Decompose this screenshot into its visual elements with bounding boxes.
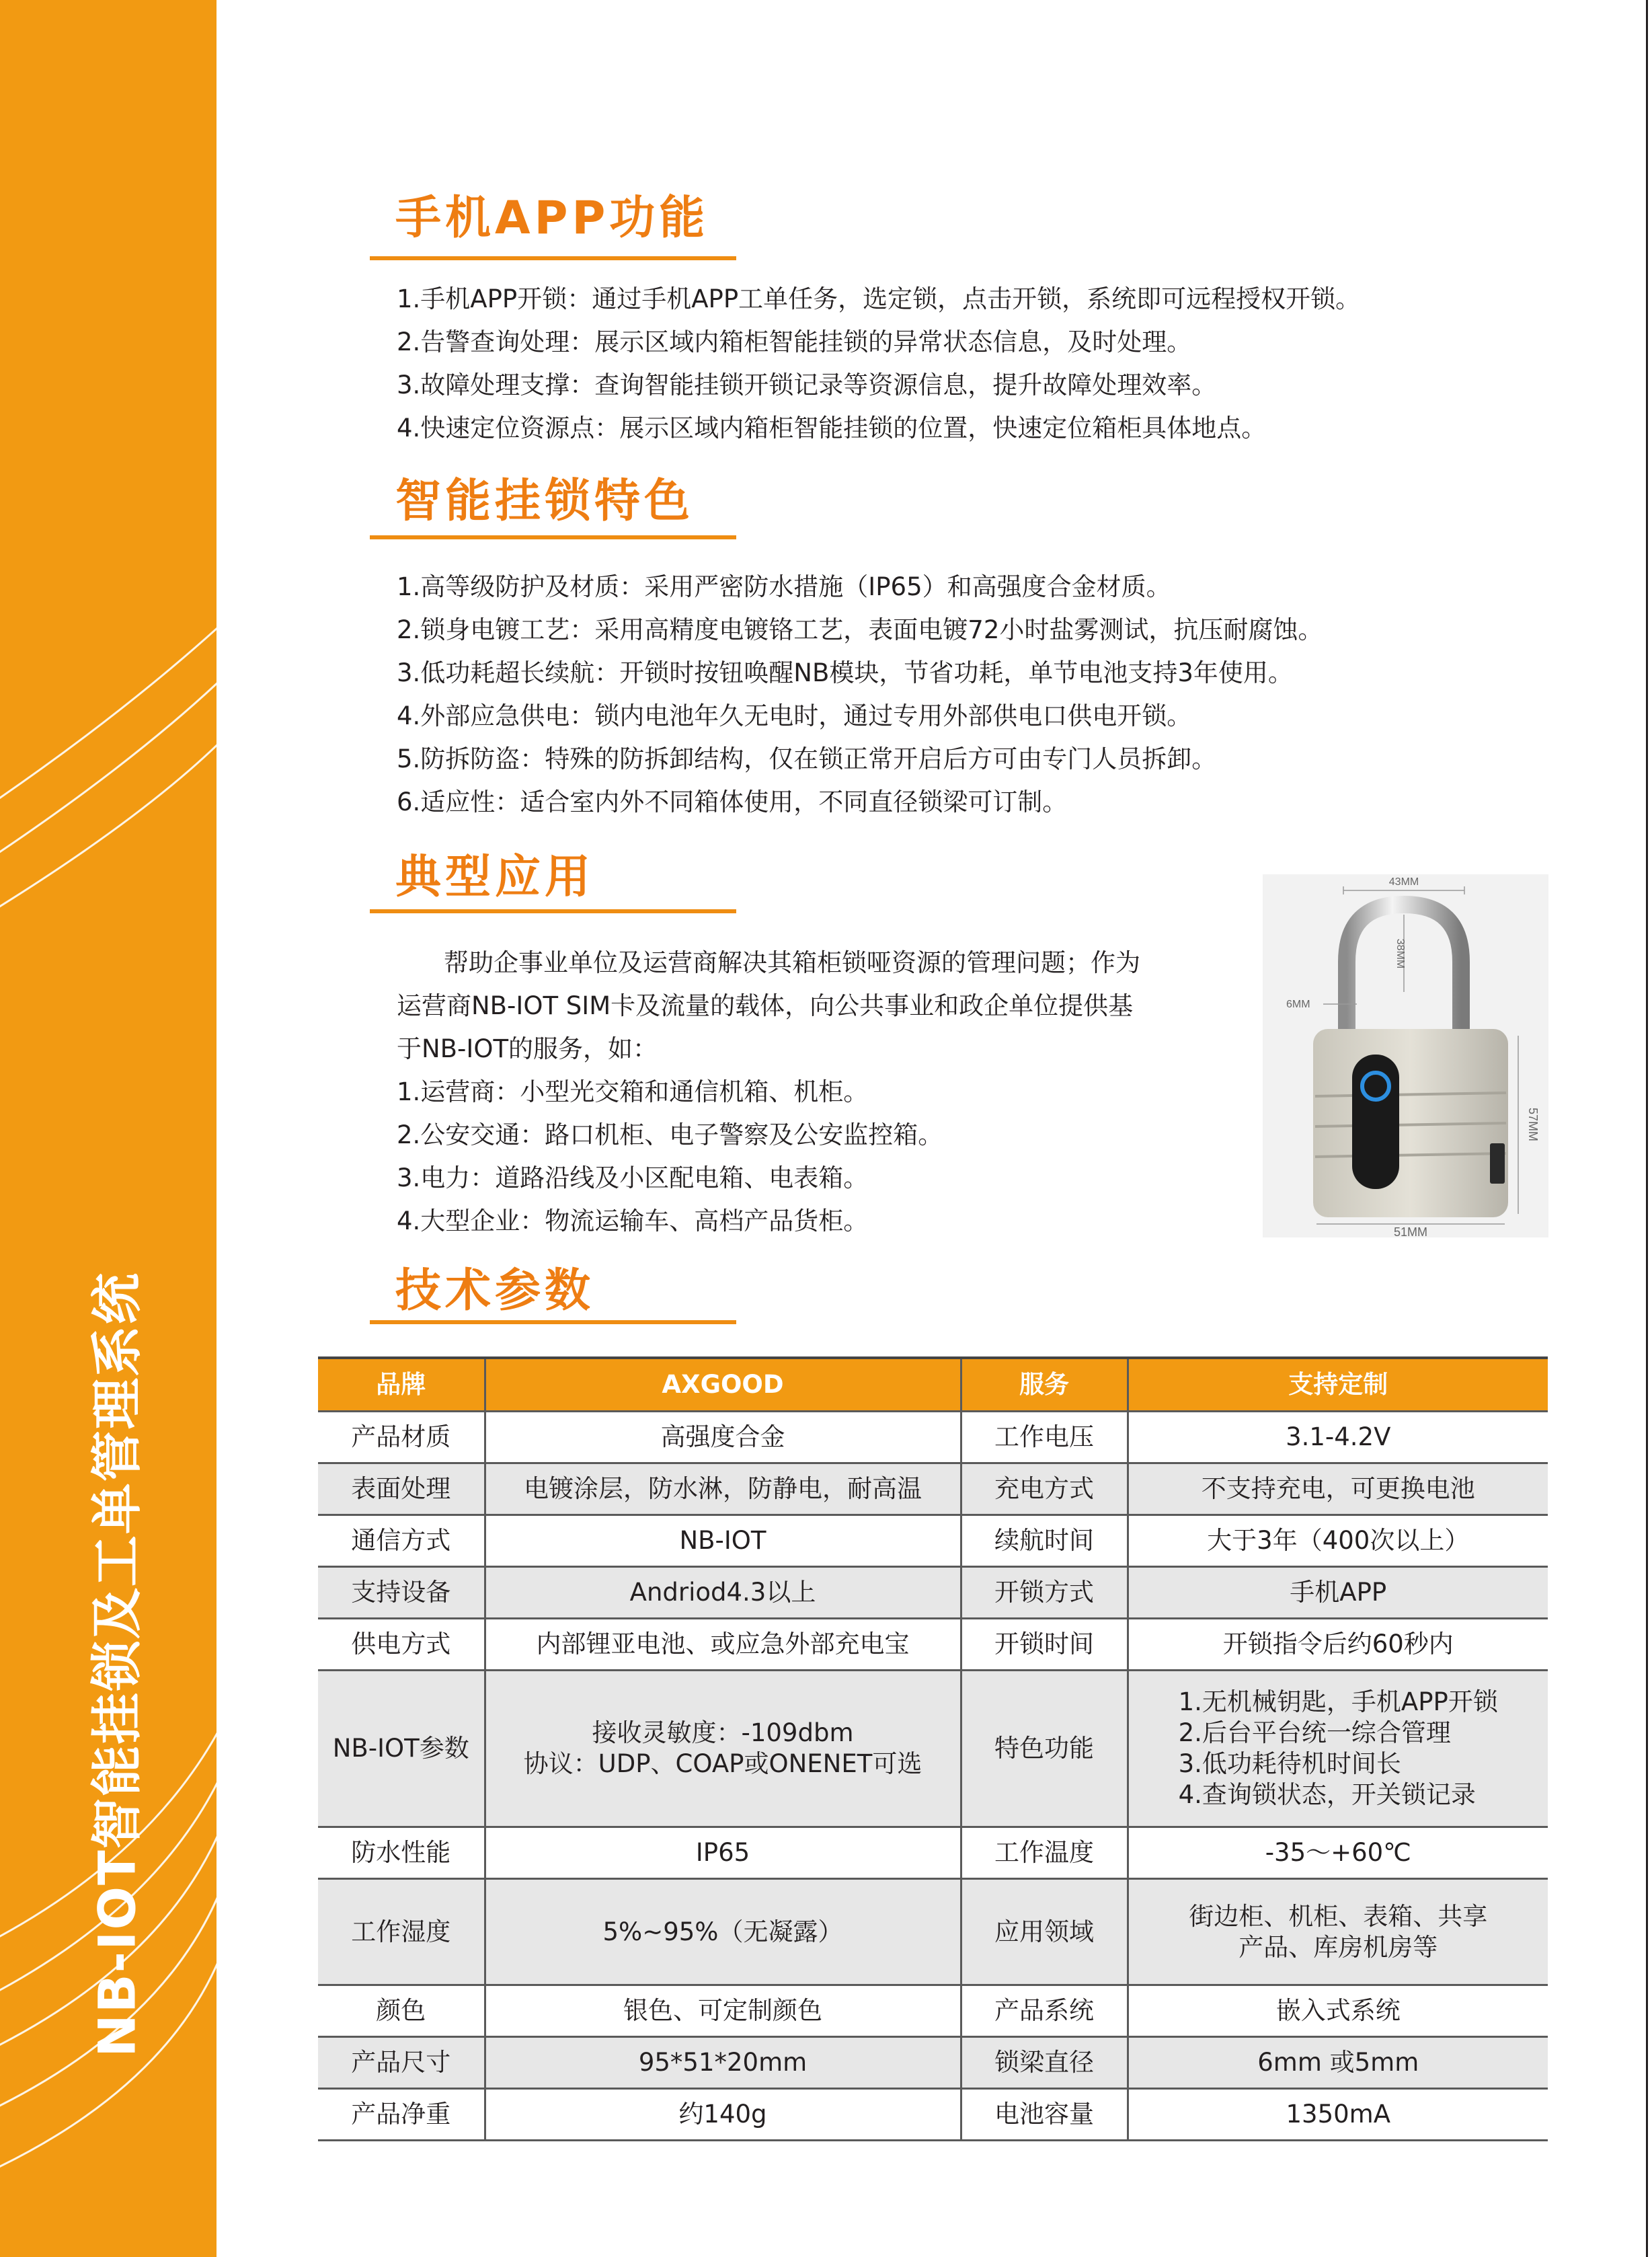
table-cell: -35～+60℃	[1128, 1827, 1548, 1879]
table-cell	[485, 1671, 961, 1827]
feature-line: 1.无机械钥匙，手机APP开锁	[1178, 1687, 1498, 1716]
table-cell: 开锁方式	[961, 1567, 1128, 1619]
table-cell: 工作温度	[961, 1827, 1128, 1879]
dim-shackle-height: 38MM	[1394, 938, 1406, 969]
table-cell: 约140g	[485, 2089, 961, 2141]
table-cell: IP65	[485, 1827, 961, 1879]
dim-width: 51MM	[1393, 1225, 1428, 1237]
list-item: 3.电力：道路沿线及小区配电箱、电表箱。	[397, 1163, 869, 1192]
feature-line: 2.后台平台统一综合管理	[1178, 1718, 1451, 1747]
table-cell: 手机APP	[1128, 1567, 1548, 1619]
table-cell: NB-IOT	[485, 1515, 961, 1567]
table-row	[318, 1567, 1548, 1619]
table-header-cell: AXGOOD	[485, 1358, 961, 1412]
table-cell: 内部锂亚电池、或应急外部充电宝	[485, 1619, 961, 1671]
table-row	[318, 1515, 1548, 1567]
section-rule-specs	[370, 1320, 736, 1324]
table-header-row	[318, 1358, 1548, 1412]
feature-line: 4.查询锁状态，开关锁记录	[1178, 1780, 1476, 1809]
table-cell: 电镀涂层，防水淋，防静电，耐高温	[485, 1463, 961, 1515]
list-item: 4.快速定位资源点：展示区域内箱柜智能挂锁的位置，快速定位箱柜具体地点。	[397, 414, 1267, 443]
table-cell: 产品材质	[318, 1412, 485, 1463]
applications-intro	[397, 942, 1224, 1243]
table-row	[318, 1463, 1548, 1515]
list-item: 1.高等级防护及材质：采用严密防水措施（IP65）和高强度合金材质。	[397, 572, 1171, 601]
table-cell: 1350mA	[1128, 2089, 1548, 2141]
table-cell: 95*51*20mm	[485, 2037, 961, 2089]
section-title-specs: 技术参数	[395, 1264, 595, 1317]
list-item: 2.公安交通：路口机柜、电子警察及公安监控箱。	[397, 1120, 943, 1149]
table-cell: 防水性能	[318, 1827, 485, 1879]
table-cell: Andriod4.3以上	[485, 1567, 961, 1619]
section-rule-app	[370, 256, 736, 260]
page-border-right	[1646, 0, 1648, 2257]
nb-param-line: 协议：UDP、COAP或ONENET可选	[523, 1749, 922, 1778]
intro-line: 运营商NB-IOT SIM卡及流量的载体，向公共事业和政企单位提供基	[397, 991, 1134, 1020]
table-row	[318, 1827, 1548, 1879]
table-cell: 产品净重	[318, 2089, 485, 2141]
app-function-list	[397, 278, 1486, 450]
table-header-cell: 品牌	[318, 1358, 485, 1412]
table-cell: 嵌入式系统	[1128, 1985, 1548, 2037]
spec-table	[318, 1356, 1548, 2141]
application-line: 产品、库房机房等	[1238, 1932, 1438, 1962]
feature-list	[397, 566, 1486, 824]
table-row	[318, 1985, 1548, 2037]
table-cell: 特色功能	[961, 1671, 1128, 1827]
padlock-product-image	[1263, 874, 1548, 1237]
list-item: 4.外部应急供电：锁内电池年久无电时，通过专用外部供电口供电开锁。	[397, 701, 1192, 730]
table-header-cell: 支持定制	[1128, 1358, 1548, 1412]
section-title-app: 手机APP功能	[395, 192, 709, 245]
table-cell: 3.1-4.2V	[1128, 1412, 1548, 1463]
dim-shackle-diameter: 6MM	[1286, 999, 1310, 1010]
table-cell: 产品系统	[961, 1985, 1128, 2037]
intro-line: 帮助企事业单位及运营商解决其箱柜锁哑资源的管理问题；作为	[444, 948, 1140, 977]
table-cell: 不支持充电，可更换电池	[1128, 1463, 1548, 1515]
table-cell: 表面处理	[318, 1463, 485, 1515]
table-row	[318, 2037, 1548, 2089]
table-cell: 锁梁直径	[961, 2037, 1128, 2089]
table-cell: 工作电压	[961, 1412, 1128, 1463]
list-item: 3.低功耗超长续航：开锁时按钮唤醒NB模块，节省功耗，单节电池支持3年使用。	[397, 658, 1293, 687]
table-row	[318, 1412, 1548, 1463]
table-cell: 通信方式	[318, 1515, 485, 1567]
table-row	[318, 2089, 1548, 2141]
list-item: 5.防拆防盗：特殊的防拆卸结构，仅在锁正常开启后方可由专门人员拆卸。	[397, 744, 1217, 773]
list-item: 6.适应性：适合室内外不同箱体使用，不同直径锁梁可订制。	[397, 788, 1068, 816]
list-item: 1.手机APP开锁：通过手机APP工单任务，选定锁，点击开锁，系统即可远程授权开锁。	[397, 284, 1361, 313]
table-cell: 电池容量	[961, 2089, 1128, 2141]
list-item: 2.告警查询处理：展示区域内箱柜智能挂锁的异常状态信息，及时处理。	[397, 328, 1192, 356]
table-header-cell: 服务	[961, 1358, 1128, 1412]
table-cell: 高强度合金	[485, 1412, 961, 1463]
table-cell: 5%~95%（无凝露）	[485, 1879, 961, 1985]
section-title-applications: 典型应用	[395, 851, 595, 904]
table-row	[318, 1879, 1548, 1985]
table-cell: NB-IOT参数	[318, 1671, 485, 1827]
section-rule-features	[370, 535, 736, 539]
list-item: 1.运营商：小型光交箱和通信机箱、机柜。	[397, 1077, 869, 1106]
section-title-features: 智能挂锁特色	[395, 475, 695, 528]
dim-height: 57MM	[1526, 1107, 1540, 1142]
application-line: 街边柜、机柜、表箱、共享	[1189, 1901, 1488, 1931]
table-cell: 支持设备	[318, 1567, 485, 1619]
nb-param-line: 接收灵敏度：-109dbm	[592, 1718, 854, 1747]
feature-line: 3.低功耗待机时间长	[1178, 1749, 1401, 1778]
table-cell: 产品尺寸	[318, 2037, 485, 2089]
dim-shackle-width: 43MM	[1388, 876, 1419, 888]
table-cell: 工作湿度	[318, 1879, 485, 1985]
list-item: 3.故障处理支撑：查询智能挂锁开锁记录等资源信息，提升故障处理效率。	[397, 371, 1217, 399]
list-item: 2.锁身电镀工艺：采用高精度电镀铬工艺，表面电镀72小时盐雾测试，抗压耐腐蚀。	[397, 615, 1323, 644]
table-cell: 银色、可定制颜色	[485, 1985, 961, 2037]
table-cell: 供电方式	[318, 1619, 485, 1671]
feature-lines	[1179, 1687, 1498, 1810]
table-cell: 大于3年（400次以上）	[1128, 1515, 1548, 1567]
vertical-system-title: NB-IOT智能挂锁及工单管理系统	[87, 1272, 147, 2057]
table-row	[318, 1619, 1548, 1671]
table-row	[318, 1671, 1548, 1827]
table-cell: 充电方式	[961, 1463, 1128, 1515]
intro-line: 于NB-IOT的服务，如：	[397, 1034, 658, 1063]
table-cell: 续航时间	[961, 1515, 1128, 1567]
table-cell: 应用领域	[961, 1879, 1128, 1985]
table-cell: 颜色	[318, 1985, 485, 2037]
section-rule-applications	[370, 909, 736, 913]
table-cell: 6mm 或5mm	[1128, 2037, 1548, 2089]
sidebar	[0, 0, 217, 2257]
table-cell	[1128, 1879, 1548, 1985]
table-cell	[1128, 1671, 1548, 1827]
table-cell: 开锁时间	[961, 1619, 1128, 1671]
table-cell: 开锁指令后约60秒内	[1128, 1619, 1548, 1671]
list-item: 4.大型企业：物流运输车、高档产品货柜。	[397, 1207, 869, 1235]
padlock-drawing	[1263, 874, 1548, 1237]
